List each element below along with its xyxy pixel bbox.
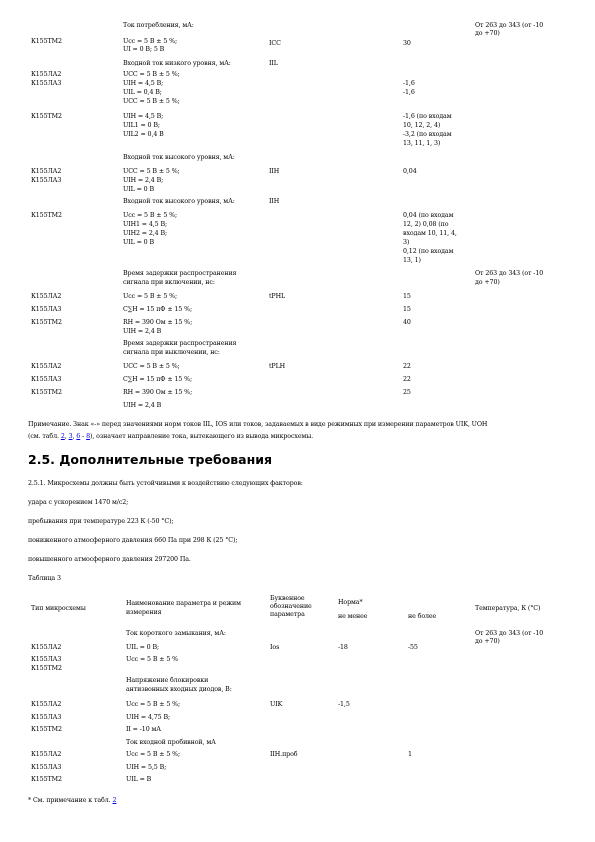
cell-mode: Uсс = 5 В ± 5 %; (126, 701, 181, 708)
cell-max: 1 (408, 751, 412, 758)
cell-param-heading: антизвонных входных диодов, В: (126, 686, 232, 693)
cell-mode: UIH = 5,5 В; (126, 764, 167, 771)
footnote-text: * См. примечание к табл. (28, 797, 113, 804)
cell-chip-type: К155ТМ2 (31, 665, 62, 672)
cell-norm: 22 (403, 376, 411, 383)
table-3-link[interactable]: 3 (68, 433, 73, 440)
cell-mode: Uсс = 5 В ± 5 %; (123, 212, 178, 219)
cell-norm: -1,6 (403, 89, 415, 96)
cell-norm: 12, 2) 0,08 (по (403, 221, 449, 228)
note-text: (см. табл. (28, 433, 61, 440)
cell-chip-type: К155ЛА3 (31, 376, 62, 383)
cell-norm: 0,04 (по входам (403, 212, 454, 219)
cell-norm: 40 (403, 319, 411, 326)
cell-norm: 13, 1) (403, 257, 421, 264)
cell-mode: C∑H = 15 пФ ± 15 %; (123, 306, 193, 313)
cell-norm: 3) (403, 239, 410, 246)
column-header-max: не более (408, 613, 437, 620)
column-header-symbol: Буквенное (270, 595, 305, 602)
paragraph: повышенного атмосферного давления 297200 Па. (28, 556, 191, 563)
cell-mode: UIL = 0,4 В; (123, 89, 162, 96)
cell-chip-type: К155ЛА2 (31, 168, 62, 175)
cell-max: -55 (408, 644, 418, 651)
cell-norm: 15 (403, 293, 411, 300)
cell-norm: входам 10, 11, 4, (403, 230, 457, 237)
cell-mode: Uсс = 5 В ± 5 % (126, 656, 179, 663)
cell-mode: RH = 390 Ом ± 15 %; (123, 319, 193, 326)
cell-symbol: Ios (270, 644, 280, 651)
paragraph: пониженного атмосферного давления 660 Па при 298 К (25 °С); (28, 537, 238, 544)
cell-mode: II = -10 мА (126, 726, 161, 733)
cell-param-heading: Входной ток высокого уровня, мА: (123, 198, 235, 205)
cell-symbol: tPHL (269, 293, 286, 300)
cell-mode: UI = 0 В; 5 В (123, 46, 165, 53)
paragraph: 2.5.1. Микросхемы должны быть устойчивыми к воздействию следующих факторов: (28, 480, 303, 487)
cell-mode: UIH2 = 2,4 В; (123, 230, 168, 237)
cell-chip-type: К155ЛА2 (31, 71, 62, 78)
column-header-symbol: параметра (270, 611, 305, 618)
cell-mode: UCC = 5 В ± 5 %; (123, 363, 180, 370)
cell-chip-type: К155ТМ2 (31, 113, 62, 120)
section-heading: 2.5. Дополнительные требования (28, 452, 273, 467)
table-label: Таблица 3 (28, 575, 61, 582)
cell-param-heading: Входной ток высокого уровня, мА: (123, 154, 235, 161)
cell-symbol: UIK (270, 701, 283, 708)
cell-param-heading: сигнала при выключении, нс: (123, 349, 220, 356)
cell-norm: 13, 11, 1, 3) (403, 140, 441, 147)
cell-mode: UIH = 2,4 В (123, 328, 162, 335)
cell-mode: UCC = 5 В ± 5 %; (123, 98, 180, 105)
cell-mode: C∑H = 15 пФ ± 15 %; (123, 376, 193, 383)
cell-norm: 0,12 (по входам (403, 248, 454, 255)
column-header-type: Тип микросхемы (31, 605, 86, 612)
paragraph: пребывания при температуре 223 К (-50 °С); (28, 518, 174, 525)
cell-norm: 10, 12, 2, 4) (403, 122, 441, 129)
cell-chip-type: К155ЛА3 (31, 764, 62, 771)
cell-mode: Uсс = 5 В ± 5 %; (123, 293, 178, 300)
cell-norm: 0,04 (403, 168, 417, 175)
cell-mode: UCC = 5 В ± 5 %; (123, 71, 180, 78)
cell-temperature: От 263 до 343 (от -10 (475, 22, 544, 29)
cell-norm: 15 (403, 306, 411, 313)
cell-min: -1,5 (338, 701, 350, 708)
cell-symbol: tPLH (269, 363, 286, 370)
cell-chip-type: К155ЛА2 (31, 363, 62, 370)
cell-param-heading: Время задержки распространения (123, 340, 237, 347)
footnote-table-2-link[interactable]: 2 (112, 797, 117, 804)
cell-mode: UIL = В (126, 776, 152, 783)
cell-norm: -3,2 (по входам (403, 131, 452, 138)
cell-temperature: От 263 до 343 (от -10 (475, 630, 544, 637)
cell-mode: UIH = 2,4 В; (123, 177, 164, 184)
note-line: (см. табл. 2, 3, 6 - 8), означает направление тока, вытекающего из вывода микросхемы. (28, 433, 314, 440)
cell-chip-type: К155ЛА2 (31, 701, 62, 708)
column-header-param: Наименование параметра и режим (126, 600, 241, 607)
cell-chip-type: К155ЛА2 (31, 644, 62, 651)
cell-mode: UIH = 4,5 В; (123, 113, 164, 120)
cell-param-heading: Время задержки распространения (123, 270, 237, 277)
cell-mode: UIH = 4,75 В; (126, 714, 171, 721)
cell-param-heading: сигнала при включении, нс: (123, 279, 215, 286)
cell-chip-type: К155ТМ2 (31, 776, 62, 783)
cell-param-heading: Ток короткого замыкания, мА: (126, 630, 226, 637)
cell-param-heading: Ток входной пробивной, мА (126, 739, 216, 746)
note-line: Примечание. Знак «-» перед значениями норм токов IIL, IOS или токов, задаваемых в виде режимных при измерении параметров UIK, UOH (28, 421, 488, 428)
table-8-link[interactable]: 8 (86, 433, 90, 440)
cell-mode: UIH = 4,5 В; (123, 80, 164, 87)
cell-chip-type: К155ТМ2 (31, 389, 62, 396)
cell-mode: Uсс = 5 В ± 5 %; (126, 751, 181, 758)
cell-chip-type: К155ЛА2 (31, 293, 62, 300)
cell-chip-type: К155ТМ2 (31, 319, 62, 326)
cell-chip-type: К155ЛА2 (31, 751, 62, 758)
cell-symbol: IIH (269, 198, 280, 205)
column-header-norm: Норма* (338, 599, 363, 606)
note-text: ), означает направление тока, вытекающего из вывода микросхемы. (89, 433, 314, 440)
cell-mode: UIH = 2,4 В (123, 402, 162, 409)
cell-symbol: IIH (269, 168, 280, 175)
cell-chip-type: К155ТМ2 (31, 726, 62, 733)
footnote (28, 797, 116, 805)
cell-symbol: ICC (269, 40, 281, 47)
cell-symbol: IIH.проб (270, 751, 298, 758)
cell-mode: UIL = 0 В (123, 239, 154, 246)
cell-chip-type: К155ТМ2 (31, 38, 62, 45)
cell-chip-type: К155ЛА3 (31, 177, 62, 184)
cell-mode: RH = 390 Ом ± 15 %; (123, 389, 193, 396)
table-6-link[interactable]: 6 (76, 433, 81, 440)
column-header-symbol: обозначение (270, 603, 312, 610)
table-2-link[interactable]: 2 (60, 433, 65, 440)
cell-mode: Uсс = 5 В ± 5 %; (123, 38, 178, 45)
paragraph: удара с ускорением 1470 м/с2; (28, 499, 129, 506)
cell-norm: -1,6 (по входам (403, 113, 452, 120)
cell-mode: UCC = 5 В ± 5 %; (123, 168, 180, 175)
cell-chip-type: К155ЛА3 (31, 306, 62, 313)
cell-temperature: до +70) (475, 638, 500, 645)
cell-param-heading: Напряжение блокировки (126, 677, 209, 684)
cell-param-heading: Входной ток низкого уровня, мА: (123, 60, 231, 67)
cell-temperature: От 263 до 343 (от -10 (475, 270, 544, 277)
cell-mode: UIL = 0 В (123, 186, 154, 193)
cell-norm: 30 (403, 40, 411, 47)
cell-chip-type: К155ЛА3 (31, 714, 62, 721)
cell-mode: UIL = 0 В; (126, 644, 160, 651)
cell-chip-type: К155ЛА3 (31, 656, 62, 663)
cell-mode: UIH1 = 4,5 В; (123, 221, 168, 228)
cell-mode: UIL1 = 0 В; (123, 122, 160, 129)
cell-temperature: до +70) (475, 30, 500, 37)
cell-temperature: до +70) (475, 279, 500, 286)
cell-symbol: IIL (269, 60, 278, 67)
cell-chip-type: К155ЛА3 (31, 80, 62, 87)
cell-chip-type: К155ТМ2 (31, 212, 62, 219)
cell-min: -18 (338, 644, 348, 651)
cell-norm: 22 (403, 363, 411, 370)
column-header-param: измерения (126, 609, 162, 616)
cell-param-heading: Ток потребления, мА: (123, 22, 194, 29)
cell-mode: UIL2 = 0,4 В (123, 131, 164, 138)
column-header-temperature: Температура, К (°С) (475, 605, 541, 612)
cell-norm: 25 (403, 389, 411, 396)
column-header-min: не менее (338, 613, 368, 620)
cell-norm: -1,6 (403, 80, 415, 87)
